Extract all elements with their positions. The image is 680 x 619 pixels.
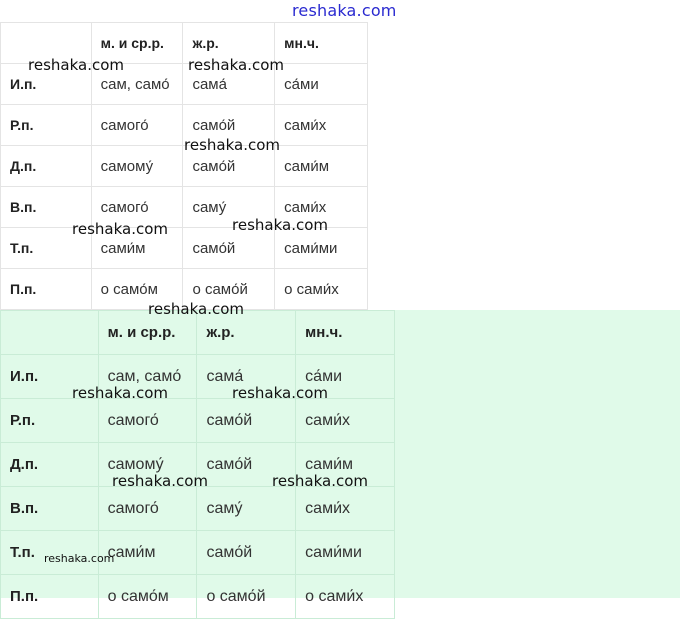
watermark: reshaka.com [184,136,280,154]
watermark: reshaka.com [272,472,368,490]
case-label: В.п. [1,487,99,531]
watermark: reshaka.com [72,384,168,402]
table-cell: са́ми [275,64,368,105]
table-cell: о само́й [197,575,296,619]
case-label: П.п. [1,575,99,619]
declension-table-bottom [0,310,395,619]
case-label: В.п. [1,187,92,228]
table-row [1,399,395,443]
column-header: мн.ч. [275,23,368,64]
watermark: reshaka.com [44,552,115,565]
table-cell: сама́ [197,355,296,399]
table-cell: сами́ми [296,531,395,575]
table-cell: самому́ [91,146,183,187]
case-label: Р.п. [1,399,99,443]
table-row [1,487,395,531]
table-cell: само́й [183,228,275,269]
case-label: И.п. [1,355,99,399]
case-label: Р.п. [1,105,92,146]
table-cell: самого́ [91,187,183,228]
case-label: П.п. [1,269,92,310]
column-header: м. и ср.р. [98,311,197,355]
table-cell: самому́ [98,443,197,487]
case-label: Т.п. [1,531,99,575]
watermark: reshaka.com [72,220,168,238]
table-cell: саму́ [197,487,296,531]
site-header[interactable]: reshaka.com [292,1,397,20]
table-cell: сам, само́ [98,355,197,399]
table-cell: сами́ми [275,228,368,269]
table-cell: самого́ [98,399,197,443]
table-cell: само́й [183,105,275,146]
watermark: reshaka.com [232,216,328,234]
column-header: ж.р. [183,23,275,64]
column-header: ж.р. [197,311,296,355]
watermark: reshaka.com [232,384,328,402]
table-cell: о сами́х [275,269,368,310]
table-cell: о само́й [183,269,275,310]
table-cell: само́й [183,146,275,187]
table-cell: сами́м [296,443,395,487]
table-cell: сами́м [91,228,183,269]
watermark: reshaka.com [148,300,244,318]
table-cell: само́й [197,399,296,443]
case-label: Д.п. [1,146,92,187]
table-cell: о само́м [91,269,183,310]
column-header: мн.ч. [296,311,395,355]
table-cell: о само́м [98,575,197,619]
table-cell: самого́ [91,105,183,146]
column-header: м. и ср.р. [91,23,183,64]
column-header [1,311,99,355]
watermark: reshaka.com [28,56,124,74]
table-cell: сами́х [275,187,368,228]
table-cell: сами́х [296,487,395,531]
case-label: И.п. [1,64,92,105]
table-cell: са́ми [296,355,395,399]
case-label: Д.п. [1,443,99,487]
table-cell: саму́ [183,187,275,228]
table-cell: сама́ [183,64,275,105]
table-cell: сами́м [98,531,197,575]
table-cell: о сами́х [296,575,395,619]
table-cell: само́й [197,443,296,487]
table-cell: сами́х [296,399,395,443]
table-cell: сами́х [275,105,368,146]
table-cell: сами́м [275,146,368,187]
table-row [1,575,395,619]
case-label: Т.п. [1,228,92,269]
table-cell: сам, само́ [91,64,183,105]
watermark: reshaka.com [112,472,208,490]
table-row [1,355,395,399]
table-cell: само́й [197,531,296,575]
watermark: reshaka.com [188,56,284,74]
table-cell: самого́ [98,487,197,531]
